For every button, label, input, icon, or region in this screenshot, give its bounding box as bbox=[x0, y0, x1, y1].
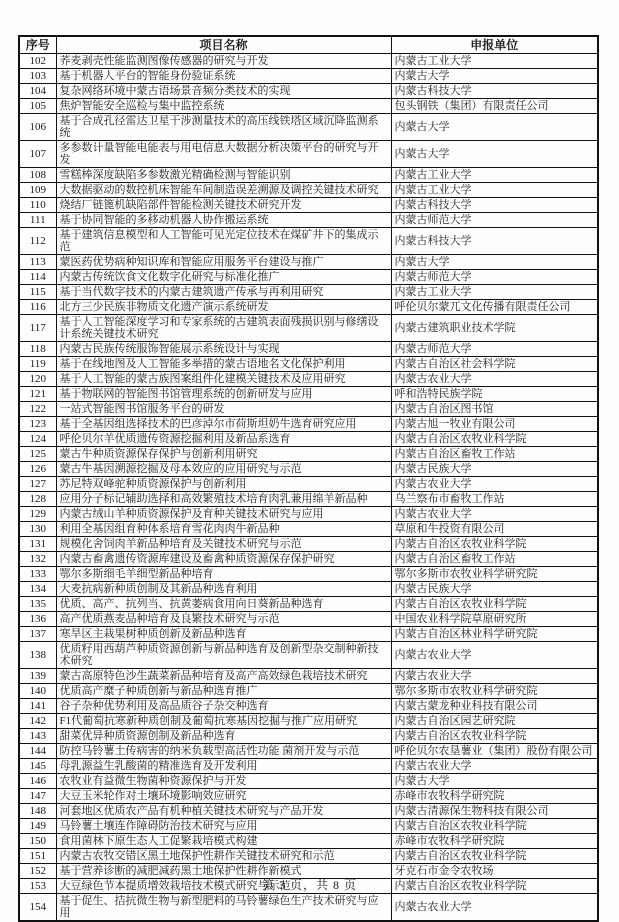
project-list-table bbox=[18, 35, 599, 922]
row-number-cell: 134 bbox=[19, 582, 56, 597]
row-number-cell: 153 bbox=[19, 879, 56, 894]
organization-cell: 内蒙古建筑职业技术学院 bbox=[391, 315, 598, 342]
row-number-cell: 151 bbox=[19, 849, 56, 864]
organization-cell: 内蒙古自治区园艺研究院 bbox=[391, 714, 598, 729]
project-name-cell: 蒙古牛种质资源保存保护与创新利用研究 bbox=[56, 447, 391, 462]
project-name-cell: 防控马铃薯土传病害的纳米负载型高活性功能 菌剂开发与示范 bbox=[56, 744, 391, 759]
row-number-cell: 115 bbox=[19, 285, 56, 300]
project-name-cell: 大豆绿色节本提质增效栽培技术模式研究与示范 bbox=[56, 879, 391, 894]
organization-cell: 内蒙古科技大学 bbox=[391, 198, 598, 213]
project-name-cell: 基于全基因组选择技术的巴彦淖尔市荷斯坦奶牛选育研究应用 bbox=[56, 417, 391, 432]
project-name-cell: 优质籽用西葫芦种质资源创新与新品种选育及创新型杂交制种新技术研究 bbox=[56, 642, 391, 669]
table-row bbox=[19, 642, 598, 669]
project-name-cell: F1代葡萄抗寒新种质创制及葡萄抗寒基因挖掘与推广应用研究 bbox=[56, 714, 391, 729]
table-row bbox=[19, 597, 598, 612]
row-number-cell: 119 bbox=[19, 357, 56, 372]
row-number-cell: 131 bbox=[19, 537, 56, 552]
project-name-cell: 应用分子标记辅助选择和高效繁殖技术培育肉乳兼用绵羊新品种 bbox=[56, 492, 391, 507]
row-number-cell: 116 bbox=[19, 300, 56, 315]
project-name-cell: 基于机器人平台的智能身份验证系统 bbox=[56, 69, 391, 84]
project-name-cell: 基于建筑信息模型和人工智能可见光定位技术在煤矿井下的集成示范 bbox=[56, 228, 391, 255]
project-name-cell: 大麦抗病新种质创制及其新品种选育利用 bbox=[56, 582, 391, 597]
project-name-cell: 大豆玉米轮作对土壤环境影响效应研究 bbox=[56, 789, 391, 804]
row-number-cell: 126 bbox=[19, 462, 56, 477]
organization-cell: 赤峰市农牧科学研究院 bbox=[391, 789, 598, 804]
row-number-cell: 142 bbox=[19, 714, 56, 729]
project-name-cell: 一站式智能图书馆服务平台的研发 bbox=[56, 402, 391, 417]
table-row bbox=[19, 84, 598, 99]
project-name-cell: 内蒙古绒山羊种质资源保护及育种关键技术研究与应用 bbox=[56, 507, 391, 522]
row-number-cell: 147 bbox=[19, 789, 56, 804]
project-name-cell: 大数据驱动的数控机床智能车间制造误差溯源及调控关键技术研究 bbox=[56, 183, 391, 198]
project-name-cell: 鄂尔多斯细毛羊细型新品种培育 bbox=[56, 567, 391, 582]
organization-cell: 中国农业科学院草原研究所 bbox=[391, 612, 598, 627]
table-row bbox=[19, 270, 598, 285]
organization-cell: 内蒙古工业大学 bbox=[391, 168, 598, 183]
row-number-cell: 139 bbox=[19, 669, 56, 684]
table-row bbox=[19, 789, 598, 804]
project-name-cell: 内蒙古民族传统服饰智能展示系统设计与实现 bbox=[56, 342, 391, 357]
project-name-cell: 烧结厂链篦机缺陷部件智能检测关键技术研究开发 bbox=[56, 198, 391, 213]
project-name-cell: 食用菌林下原生态人工促繁栽培模式构建 bbox=[56, 834, 391, 849]
table-row bbox=[19, 522, 598, 537]
organization-cell: 内蒙古民族大学 bbox=[391, 462, 598, 477]
organization-cell: 内蒙古蒙龙种业科技有限公司 bbox=[391, 699, 598, 714]
organization-cell: 鄂尔多斯市农牧业科学研究院 bbox=[391, 684, 598, 699]
project-name-cell: 基于合成孔径雷达卫星干涉测量技术的高压线铁塔区域沉降监测系统 bbox=[56, 114, 391, 141]
project-name-cell: 高产优质燕麦品种培育及良繁技术研究与示范 bbox=[56, 612, 391, 627]
organization-cell: 鄂尔多斯市农牧业科学研究院 bbox=[391, 567, 598, 582]
project-name-cell: 蒙古牛基因溯源挖掘及母本效应的应用研究与示范 bbox=[56, 462, 391, 477]
organization-cell: 牙克石市金令农牧场 bbox=[391, 864, 598, 879]
organization-cell: 内蒙古自治区畜牧工作站 bbox=[391, 552, 598, 567]
organization-cell: 内蒙古师范大学 bbox=[391, 342, 598, 357]
project-name-cell: 内蒙古畜禽遗传资源库建设及畜禽种质资源保存保护研究 bbox=[56, 552, 391, 567]
organization-cell: 内蒙古自治区畜牧工作站 bbox=[391, 447, 598, 462]
organization-cell: 内蒙古农业大学 bbox=[391, 477, 598, 492]
organization-cell: 内蒙古旭一牧业有限公司 bbox=[391, 417, 598, 432]
row-number-cell: 121 bbox=[19, 387, 56, 402]
organization-cell: 内蒙古工业大学 bbox=[391, 183, 598, 198]
row-number-cell: 148 bbox=[19, 804, 56, 819]
header-row-number: 序号 bbox=[19, 36, 56, 54]
table-header-row bbox=[19, 36, 598, 54]
project-name-cell: 北方三少民族非物质文化遗产演示系统研发 bbox=[56, 300, 391, 315]
organization-cell: 内蒙古工业大学 bbox=[391, 285, 598, 300]
project-name-cell: 母乳源益生乳酸菌的精准选育及开发利用 bbox=[56, 759, 391, 774]
table-row bbox=[19, 300, 598, 315]
row-number-cell: 149 bbox=[19, 819, 56, 834]
row-number-cell: 110 bbox=[19, 198, 56, 213]
row-number-cell: 130 bbox=[19, 522, 56, 537]
project-name-cell: 寒旱区主栽果树种质创新及新品种选育 bbox=[56, 627, 391, 642]
project-name-cell: 河套地区优质农产品有机种植关键技术研究与产品开发 bbox=[56, 804, 391, 819]
table-row bbox=[19, 285, 598, 300]
table-row bbox=[19, 402, 598, 417]
organization-cell: 内蒙古师范大学 bbox=[391, 270, 598, 285]
table-row bbox=[19, 537, 598, 552]
organization-cell: 内蒙古农业大学 bbox=[391, 642, 598, 669]
organization-cell: 内蒙古大学 bbox=[391, 774, 598, 789]
table-row bbox=[19, 729, 598, 744]
project-name-cell: 复杂网络环境中蒙古语场景音频分类技术的实现 bbox=[56, 84, 391, 99]
table-row bbox=[19, 213, 598, 228]
organization-cell: 内蒙古自治区农牧业科学院 bbox=[391, 729, 598, 744]
table-row bbox=[19, 69, 598, 84]
table-row bbox=[19, 699, 598, 714]
organization-cell: 内蒙古自治区农牧业科学院 bbox=[391, 819, 598, 834]
project-name-cell: 农牧业有益微生物菌种资源保护与开发 bbox=[56, 774, 391, 789]
row-number-cell: 103 bbox=[19, 69, 56, 84]
organization-cell: 包头钢铁（集团）有限责任公司 bbox=[391, 99, 598, 114]
organization-cell: 内蒙古自治区林业科学研究院 bbox=[391, 627, 598, 642]
project-name-cell: 焦炉智能安全巡检与集中监控系统 bbox=[56, 99, 391, 114]
organization-cell: 内蒙古自治区农牧业科学院 bbox=[391, 597, 598, 612]
project-name-cell: 基于在线地图及人工智能多举措的蒙古语地名文化保护利用 bbox=[56, 357, 391, 372]
table-row bbox=[19, 582, 598, 597]
row-number-cell: 113 bbox=[19, 255, 56, 270]
row-number-cell: 107 bbox=[19, 141, 56, 168]
organization-cell: 乌兰察布市畜牧工作站 bbox=[391, 492, 598, 507]
row-number-cell: 127 bbox=[19, 477, 56, 492]
row-number-cell: 128 bbox=[19, 492, 56, 507]
table-row bbox=[19, 255, 598, 270]
table-row bbox=[19, 684, 598, 699]
row-number-cell: 124 bbox=[19, 432, 56, 447]
table-row bbox=[19, 228, 598, 255]
project-name-cell: 雪糕棒深度缺陷多参数激光精确检测与智能识别 bbox=[56, 168, 391, 183]
project-name-cell: 多参数计量智能电能表与用电信息大数据分析决策平台的研究与开发 bbox=[56, 141, 391, 168]
row-number-cell: 135 bbox=[19, 597, 56, 612]
project-name-cell: 基于当代数字技术的内蒙古建筑遗产传承与再利用研究 bbox=[56, 285, 391, 300]
row-number-cell: 138 bbox=[19, 642, 56, 669]
organization-cell: 呼伦贝尔蒙兀文化传播有限责任公司 bbox=[391, 300, 598, 315]
project-name-cell: 利用全基因组育种体系培育雪花肉肉牛新品种 bbox=[56, 522, 391, 537]
table-row bbox=[19, 627, 598, 642]
table-row bbox=[19, 849, 598, 864]
table-row bbox=[19, 372, 598, 387]
row-number-cell: 122 bbox=[19, 402, 56, 417]
table-row bbox=[19, 114, 598, 141]
table-row bbox=[19, 141, 598, 168]
table-row bbox=[19, 744, 598, 759]
row-number-cell: 102 bbox=[19, 54, 56, 69]
table-row bbox=[19, 612, 598, 627]
row-number-cell: 111 bbox=[19, 213, 56, 228]
organization-cell: 内蒙古科技大学 bbox=[391, 228, 598, 255]
page-number: 第 3 页，共 8 页 bbox=[261, 878, 357, 892]
project-name-cell: 基于协同智能的多移动机器人协作搬运系统 bbox=[56, 213, 391, 228]
row-number-cell: 112 bbox=[19, 228, 56, 255]
table-row bbox=[19, 315, 598, 342]
project-name-cell: 规模化舍饲肉羊新品种培育及关键技术研究与示范 bbox=[56, 537, 391, 552]
project-name-cell: 呼伦贝尔羊优质遗传资源挖掘利用及新品系选育 bbox=[56, 432, 391, 447]
table-row bbox=[19, 567, 598, 582]
project-name-cell: 甜菜优异种质资源创制及新品种选育 bbox=[56, 729, 391, 744]
row-number-cell: 140 bbox=[19, 684, 56, 699]
table-row bbox=[19, 99, 598, 114]
organization-cell: 内蒙古自治区农牧业科学院 bbox=[391, 879, 598, 894]
organization-cell: 内蒙古自治区农牧业科学院 bbox=[391, 432, 598, 447]
row-number-cell: 133 bbox=[19, 567, 56, 582]
project-name-cell: 内蒙古传统饮食文化数字化研究与标准化推广 bbox=[56, 270, 391, 285]
project-name-cell: 基于物联网的智能图书馆管理系统的创新研发与应用 bbox=[56, 387, 391, 402]
row-number-cell: 125 bbox=[19, 447, 56, 462]
table-row bbox=[19, 819, 598, 834]
table-row bbox=[19, 168, 598, 183]
table-row bbox=[19, 552, 598, 567]
organization-cell: 内蒙古自治区农牧业科学院 bbox=[391, 849, 598, 864]
project-name-cell: 基于促生、拮抗微生物与新型肥料的马铃薯绿色生产技术研究与应用 bbox=[56, 894, 391, 922]
table-row bbox=[19, 834, 598, 849]
project-name-cell: 基于人工智能的蒙古族图案组件化建模关键技术及应用研究 bbox=[56, 372, 391, 387]
row-number-cell: 150 bbox=[19, 834, 56, 849]
row-number-cell: 118 bbox=[19, 342, 56, 357]
table-row bbox=[19, 894, 598, 922]
table-row bbox=[19, 387, 598, 402]
header-project-name: 项目名称 bbox=[56, 36, 391, 54]
row-number-cell: 114 bbox=[19, 270, 56, 285]
organization-cell: 内蒙古清源保生物科技有限公司 bbox=[391, 804, 598, 819]
row-number-cell: 117 bbox=[19, 315, 56, 342]
organization-cell: 内蒙古工业大学 bbox=[391, 54, 598, 69]
organization-cell: 内蒙古大学 bbox=[391, 114, 598, 141]
table-row bbox=[19, 198, 598, 213]
table-row bbox=[19, 357, 598, 372]
project-name-cell: 苏尼特双峰驼种质资源保护与创新利用 bbox=[56, 477, 391, 492]
table-row bbox=[19, 759, 598, 774]
row-number-cell: 104 bbox=[19, 84, 56, 99]
organization-cell: 内蒙古自治区社会科学院 bbox=[391, 357, 598, 372]
project-name-cell: 马铃薯土壤连作障碍防治技术研究与应用 bbox=[56, 819, 391, 834]
organization-cell: 内蒙古农业大学 bbox=[391, 507, 598, 522]
project-name-cell: 优质、高产、抗列当、抗黄萎病食用向日葵新品种选育 bbox=[56, 597, 391, 612]
organization-cell: 赤峰市农牧科学研究院 bbox=[391, 834, 598, 849]
organization-cell: 内蒙古农业大学 bbox=[391, 894, 598, 922]
project-name-cell: 优质高产糜子种质创新与新品种选育推广 bbox=[56, 684, 391, 699]
row-number-cell: 108 bbox=[19, 168, 56, 183]
table-row bbox=[19, 477, 598, 492]
row-number-cell: 106 bbox=[19, 114, 56, 141]
organization-cell: 内蒙古师范大学 bbox=[391, 213, 598, 228]
row-number-cell: 129 bbox=[19, 507, 56, 522]
project-name-cell: 蒙医药优势病种知识库和智能应用服务平台建设与推广 bbox=[56, 255, 391, 270]
organization-cell: 内蒙古农业大学 bbox=[391, 669, 598, 684]
table-row bbox=[19, 54, 598, 69]
row-number-cell: 105 bbox=[19, 99, 56, 114]
organization-cell: 内蒙古自治区图书馆 bbox=[391, 402, 598, 417]
project-name-cell: 蒙古高原特色沙生蔬菜新品种培育及高产高效绿色栽培技术研究 bbox=[56, 669, 391, 684]
table-row bbox=[19, 714, 598, 729]
organization-cell: 呼和浩特民族学院 bbox=[391, 387, 598, 402]
organization-cell: 内蒙古农业大学 bbox=[391, 759, 598, 774]
row-number-cell: 109 bbox=[19, 183, 56, 198]
project-name-cell: 荞麦剥壳性能监测图像传感器的研究与开发 bbox=[56, 54, 391, 69]
row-number-cell: 136 bbox=[19, 612, 56, 627]
row-number-cell: 144 bbox=[19, 744, 56, 759]
table-row bbox=[19, 774, 598, 789]
organization-cell: 内蒙古民族大学 bbox=[391, 582, 598, 597]
row-number-cell: 141 bbox=[19, 699, 56, 714]
table-row bbox=[19, 669, 598, 684]
organization-cell: 内蒙古大学 bbox=[391, 69, 598, 84]
table-body bbox=[19, 54, 598, 922]
row-number-cell: 152 bbox=[19, 864, 56, 879]
organization-cell: 草原和牛投资有限公司 bbox=[391, 522, 598, 537]
organization-cell: 内蒙古大学 bbox=[391, 255, 598, 270]
project-name-cell: 基于人工智能深度学习和专家系统的古建筑表面残损识别与修缮设计系统关键技术研究 bbox=[56, 315, 391, 342]
project-name-cell: 内蒙古农牧交错区黑土地保护性耕作关键技术研究和示范 bbox=[56, 849, 391, 864]
table-row bbox=[19, 804, 598, 819]
table-row bbox=[19, 507, 598, 522]
table-row bbox=[19, 447, 598, 462]
header-organization: 申报单位 bbox=[391, 36, 598, 54]
row-number-cell: 154 bbox=[19, 894, 56, 922]
row-number-cell: 132 bbox=[19, 552, 56, 567]
row-number-cell: 120 bbox=[19, 372, 56, 387]
table-row bbox=[19, 492, 598, 507]
project-name-cell: 基于营养诊断的减肥减药黑土地保护性耕作新模式 bbox=[56, 864, 391, 879]
organization-cell: 内蒙古农业大学 bbox=[391, 372, 598, 387]
row-number-cell: 146 bbox=[19, 774, 56, 789]
organization-cell: 内蒙古大学 bbox=[391, 141, 598, 168]
organization-cell: 呼伦贝尔农垦薯业（集团）股份有限公司 bbox=[391, 744, 598, 759]
table-row bbox=[19, 342, 598, 357]
row-number-cell: 137 bbox=[19, 627, 56, 642]
table-row bbox=[19, 183, 598, 198]
row-number-cell: 145 bbox=[19, 759, 56, 774]
row-number-cell: 123 bbox=[19, 417, 56, 432]
row-number-cell: 143 bbox=[19, 729, 56, 744]
table-row bbox=[19, 417, 598, 432]
table-row bbox=[19, 432, 598, 447]
organization-cell: 内蒙古科技大学 bbox=[391, 84, 598, 99]
organization-cell: 内蒙古自治区农牧业科学院 bbox=[391, 537, 598, 552]
table-row bbox=[19, 462, 598, 477]
project-name-cell: 谷子杂种优势利用及高品质谷子杂交种选育 bbox=[56, 699, 391, 714]
